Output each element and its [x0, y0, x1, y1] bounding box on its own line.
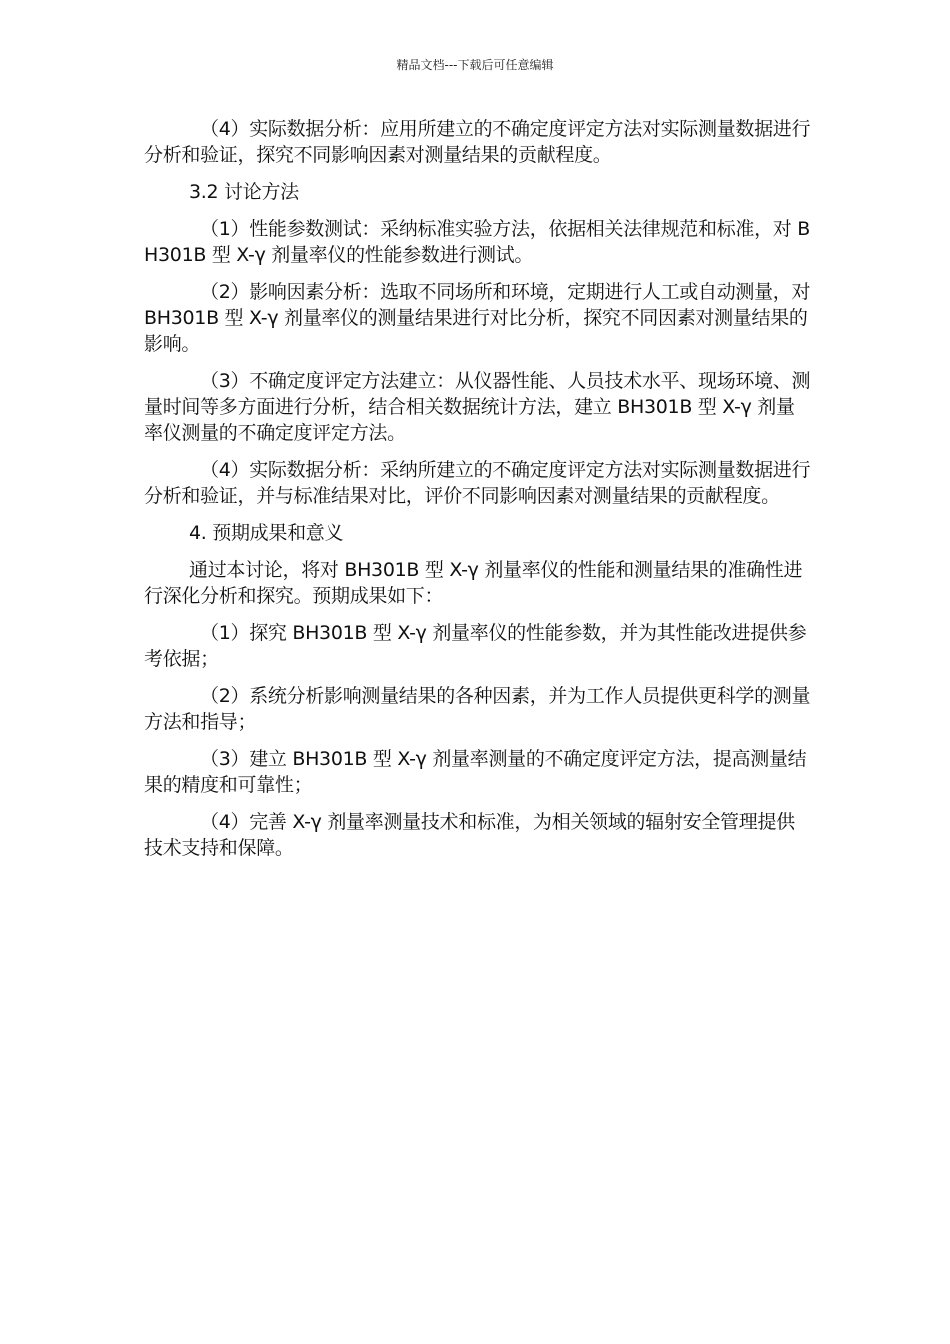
- paragraph-uncertainty-method: （3）不确定度评定方法建立：从仪器性能、人员技术水平、现场环境、测量时间等多方面进行分析，结合相关数据统计方法，建立 BH301B 型 X-γ 剂量率仪测量的不确定度评定方法。: [144, 370, 811, 444]
- section-heading-discussion-method: 3.2 讨论方法: [189, 181, 299, 203]
- list-item-result-1: （1）探究 BH301B 型 X-γ 剂量率仪的性能参数，并为其性能改进提供参考依据；: [144, 622, 807, 670]
- paragraph-results-intro: 通过本讨论，将对 BH301B 型 X-γ 剂量率仪的性能和测量结果的准确性进行深化分析和探究。预期成果如下：: [144, 559, 803, 607]
- list-item-result-4: （4）完善 X-γ 剂量率测量技术和标准，为相关领域的辐射安全管理提供技术支持和保障。: [144, 811, 795, 859]
- list-item-result-2: （2）系统分析影响测量结果的各种因素，并为工作人员提供更科学的测量方法和指导；: [144, 685, 811, 733]
- paragraph-performance-test: （1）性能参数测试：采纳标准实验方法，依据相关法律规范和标准，对 BH301B 型 X-γ 剂量率仪的性能参数进行测试。: [144, 218, 810, 266]
- paragraph-actual-data-analysis-2: （4）实际数据分析：采纳所建立的不确定度评定方法对实际测量数据进行分析和验证，并与标准结果对比，评价不同影响因素对测量结果的贡献程度。: [144, 459, 811, 507]
- paragraph-actual-data-analysis-1: （4）实际数据分析：应用所建立的不确定度评定方法对实际测量数据进行分析和验证，探究不同影响因素对测量结果的贡献程度。: [144, 118, 811, 166]
- document-body: [144, 116, 812, 872]
- paragraph-factor-analysis: （2）影响因素分析：选取不同场所和环境，定期进行人工或自动测量，对 BH301B 型 X-γ 剂量率仪的测量结果进行对比分析，探究不同因素对测量结果的影响。: [144, 281, 811, 355]
- page-header: 精品文档---下载后可任意编辑: [396, 58, 554, 72]
- section-heading-expected-results: 4. 预期成果和意义: [189, 522, 344, 544]
- list-item-result-3: （3）建立 BH301B 型 X-γ 剂量率测量的不确定度评定方法，提高测量结果的精度和可靠性；: [144, 748, 807, 796]
